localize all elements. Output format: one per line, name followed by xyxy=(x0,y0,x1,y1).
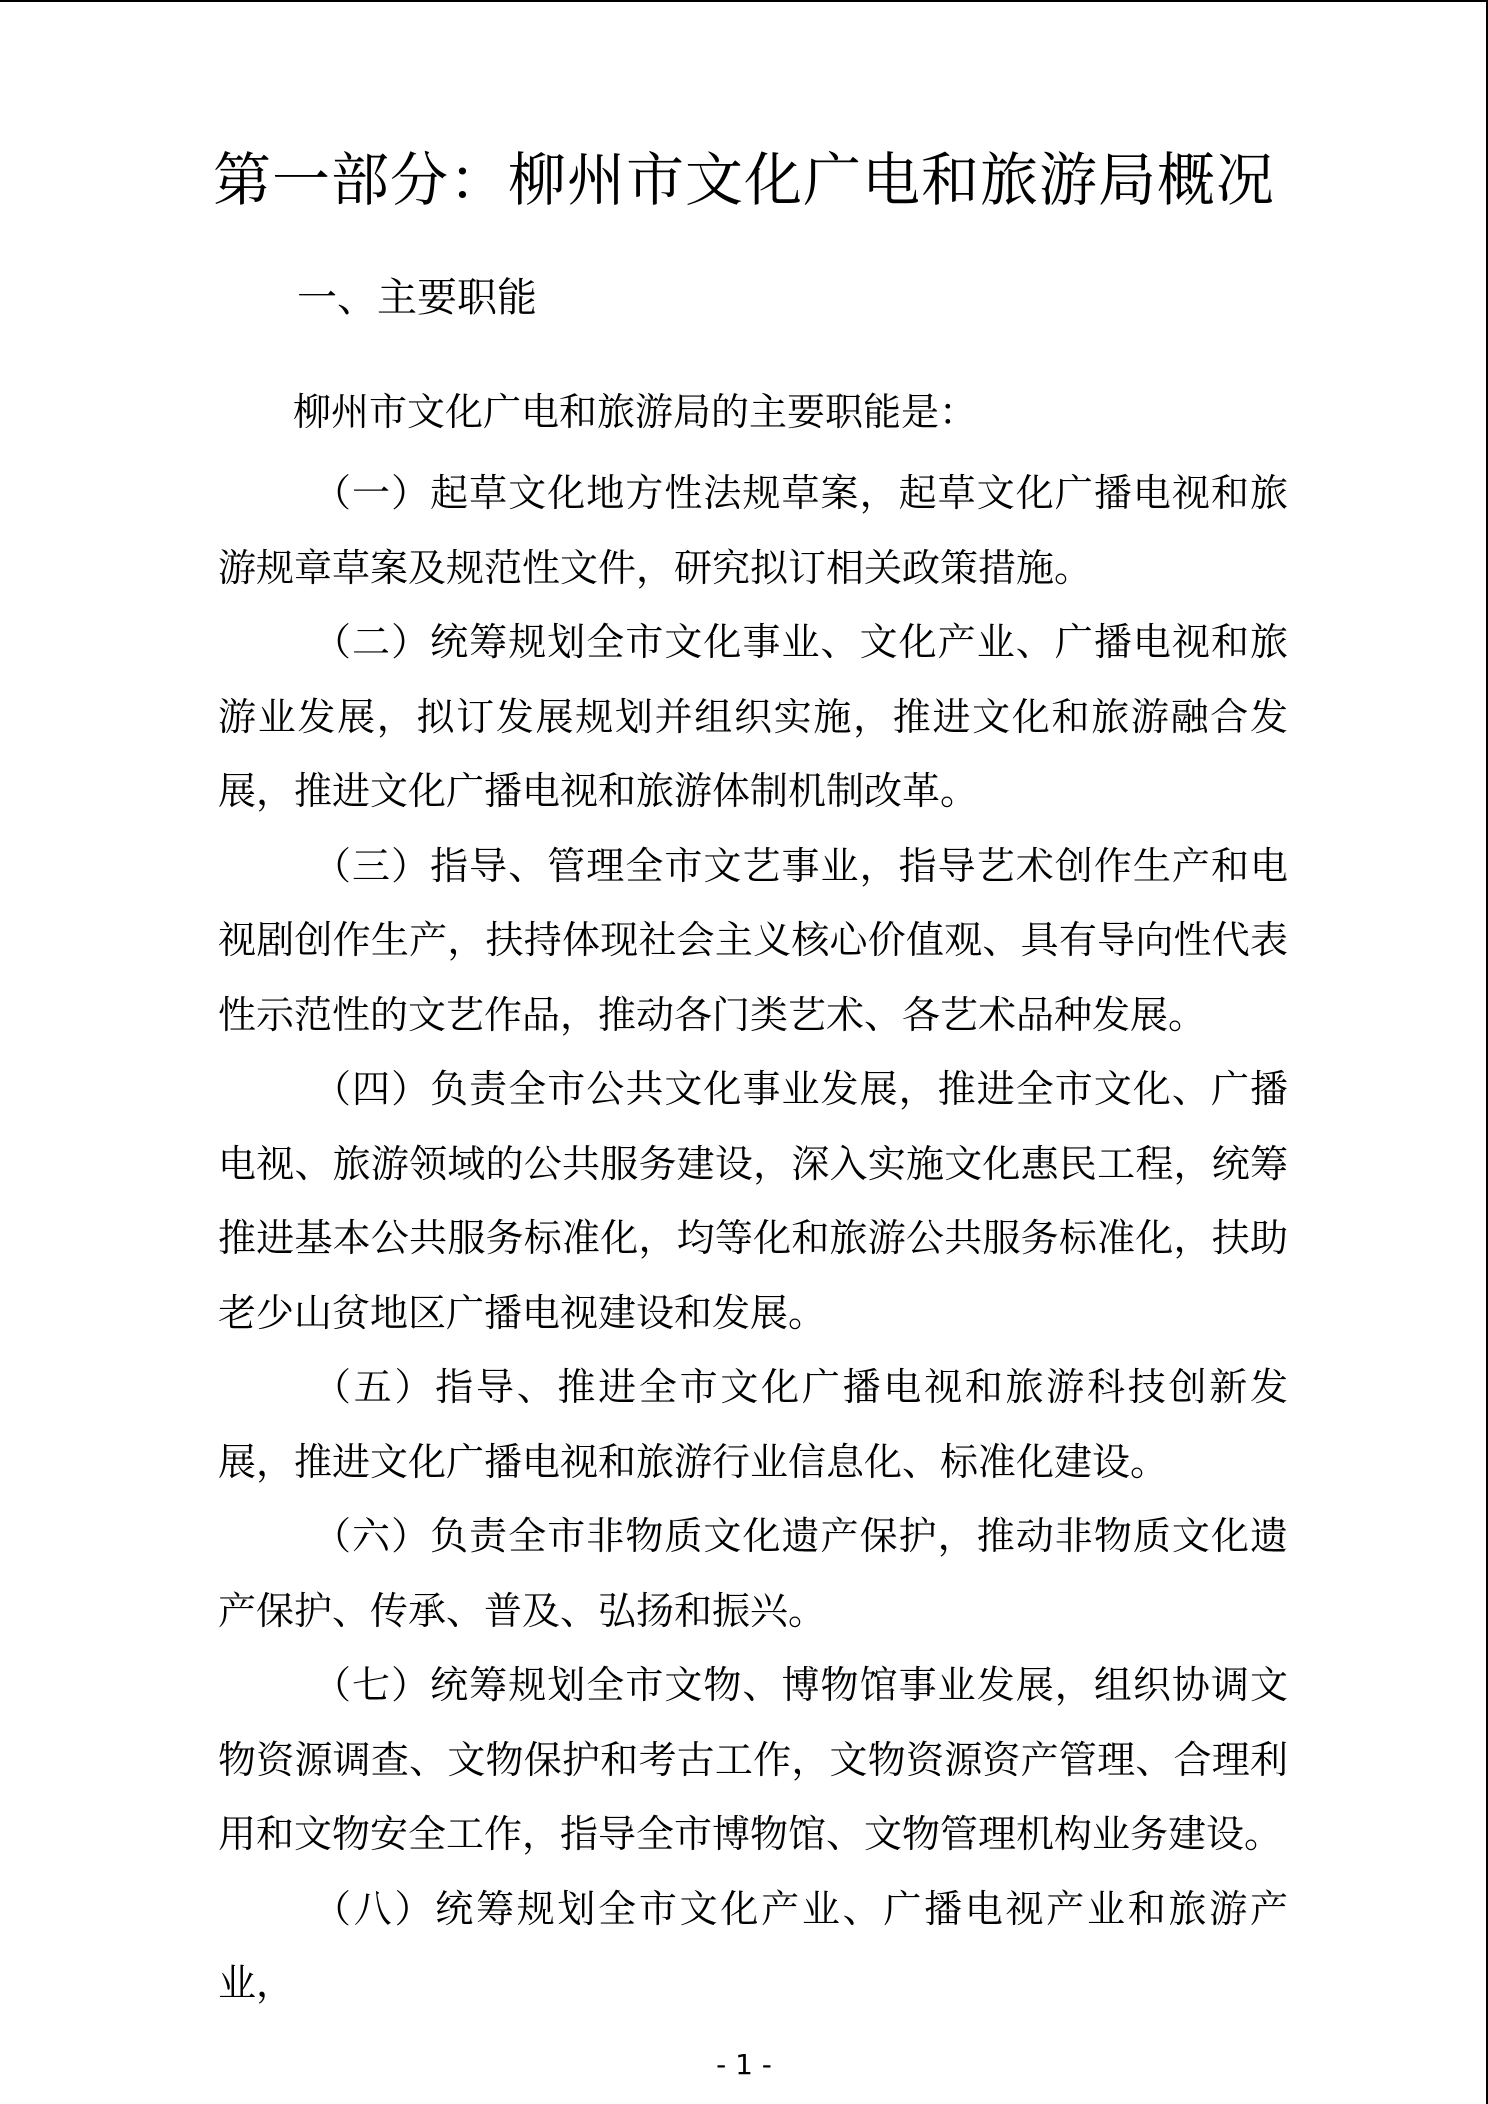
paragraph-8: （八）统筹规划全市文化产业、广播电视产业和旅游产业， xyxy=(218,1886,1288,2005)
intro-line: 柳州市文化广电和旅游局的主要职能是： xyxy=(293,390,978,434)
paragraph-3: （三）指导、管理全市文艺事业，指导艺术创作生产和电视剧创作生产，扶持体现社会主义核心价值观、具有导向性代表性示范性的文艺作品，推动各门类艺术、各艺术品种发展。 xyxy=(218,843,1288,1037)
page-border-top xyxy=(0,0,1488,2)
paragraph-6: （六）负责全市非物质文化遗产保护，推动非物质文化遗产保护、传承、普及、弘扬和振兴。 xyxy=(218,1514,1288,1633)
paragraph-1: （一）起草文化地方性法规草案，起草文化广播电视和旅游规章草案及规范性文件，研究拟订相关政策措施。 xyxy=(218,471,1288,590)
body-text xyxy=(218,456,1288,2021)
paragraph-4: （四）负责全市公共文化事业发展，推进全市文化、广播电视、旅游领域的公共服务建设，深入实施文化惠民工程，统筹推进基本公共服务标准化，均等化和旅游公共服务标准化，扶助老少山贫地区广播电视建设和发展。 xyxy=(218,1067,1288,1335)
paragraph-2: （二）统筹规划全市文化事业、文化产业、广播电视和旅游业发展，拟订发展规划并组织实施，推进文化和旅游融合发展，推进文化广播电视和旅游体制机制改革。 xyxy=(218,620,1288,813)
section-heading: 一、主要职能 xyxy=(297,275,537,321)
paragraph-5: （五）指导、推进全市文化广播电视和旅游科技创新发展，推进文化广播电视和旅游行业信息化、标准化建设。 xyxy=(218,1365,1288,1484)
paragraph-7: （七）统筹规划全市文物、博物馆事业发展，组织协调文物资源调查、文物保护和考古工作，文物资源资产管理、合理利用和文物安全工作，指导全市博物馆、文物管理机构业务建设。 xyxy=(218,1663,1288,1856)
page-number: - 1 - xyxy=(716,2048,772,2081)
page-title: 第一部分：柳州市文化广电和旅游局概况 xyxy=(212,146,1275,214)
